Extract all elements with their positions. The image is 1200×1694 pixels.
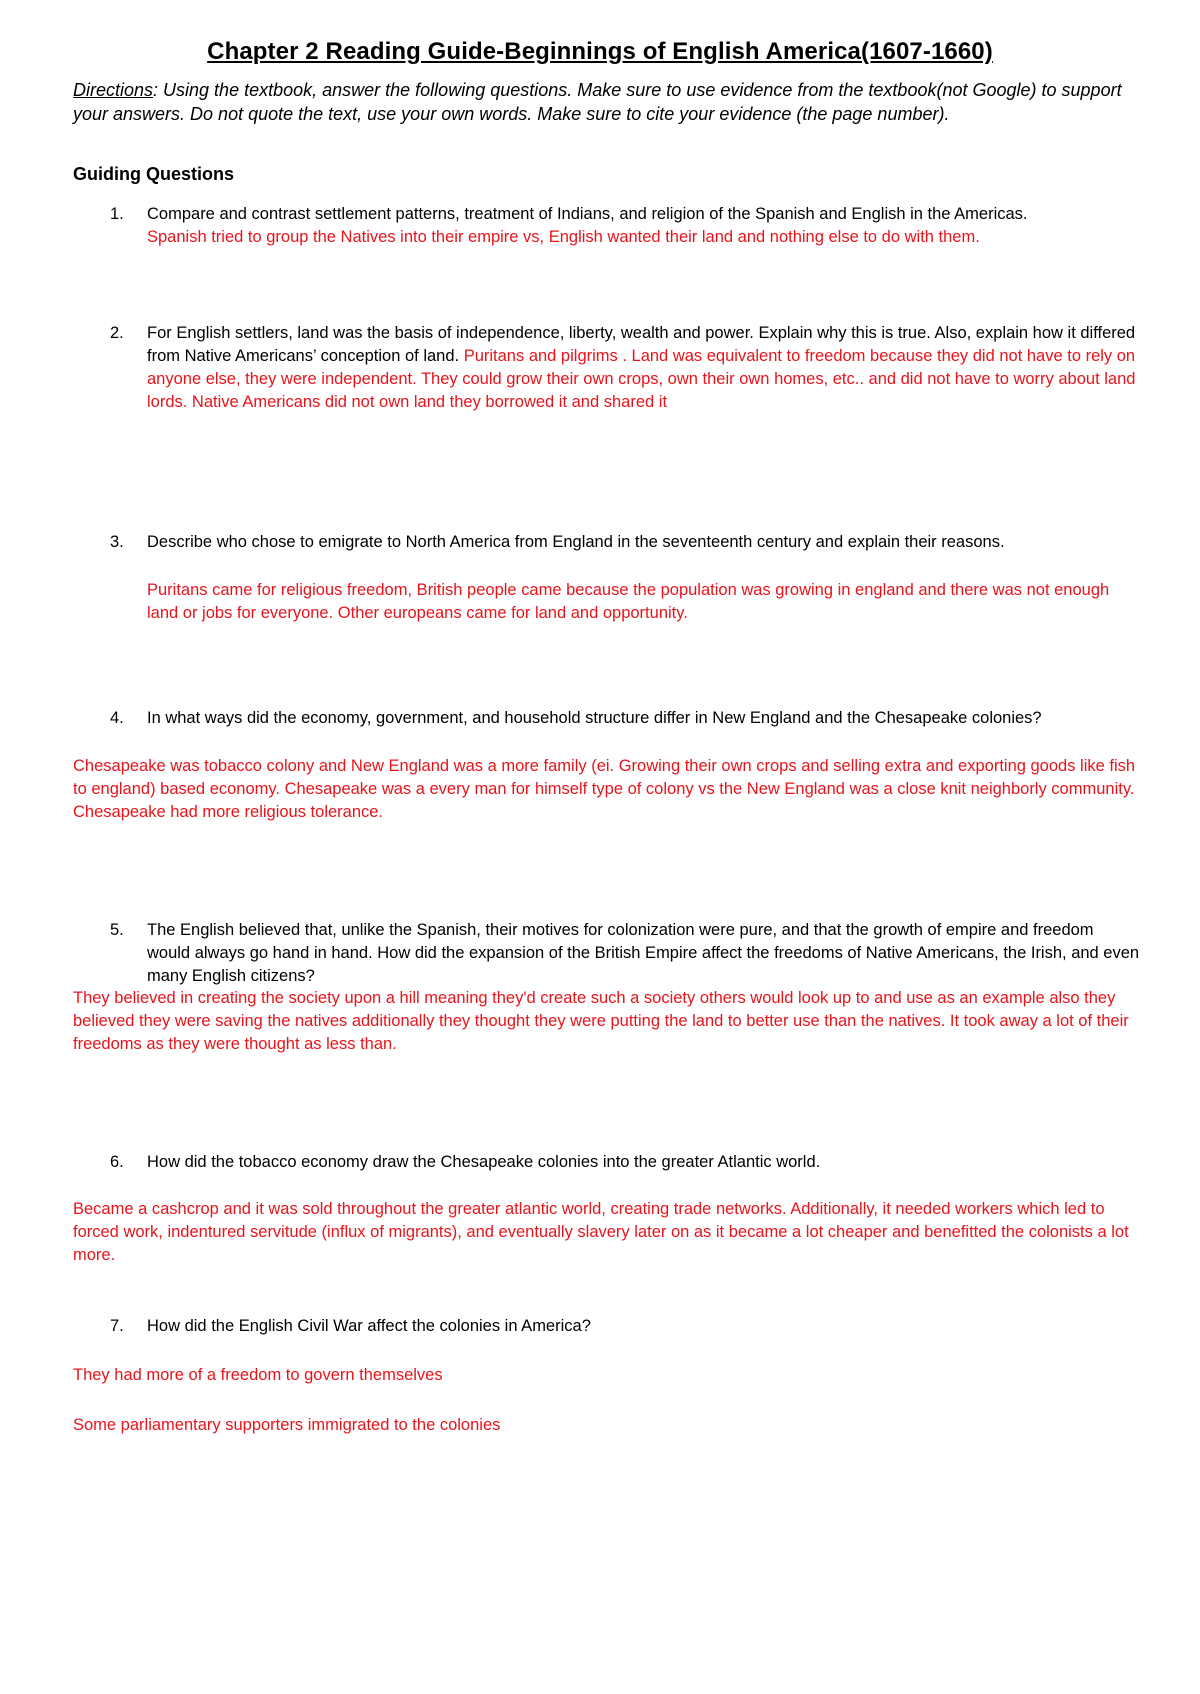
question-2 xyxy=(110,322,1140,414)
answer-4: Chesapeake was tobacco colony and New England was a more family (ei. Growing their own crops and selling extra and exporting goods like fish to england) based economy. Chesapeake was a every man for himself type of colony vs the New England was a close knit neighborly community. Chesapeake had more religious tolerance. xyxy=(73,757,1136,821)
question-text: How did the English Civil War affect the colonies in America? xyxy=(147,1317,591,1335)
question-number: 5. xyxy=(110,921,124,939)
question-number: 2. xyxy=(110,324,124,342)
question-7 xyxy=(110,1315,1140,1338)
question-text: How did the tobacco economy draw the Chesapeake colonies into the greater Atlantic world. xyxy=(147,1153,821,1171)
question-6 xyxy=(110,1151,1140,1174)
answer-1: Spanish tried to group the Natives into their empire vs, English wanted their land and nothing else to do with them. xyxy=(147,228,980,246)
question-number: 7. xyxy=(110,1317,124,1335)
question-text: In what ways did the economy, government, and household structure differ in New England and the Chesapeake colonies? xyxy=(147,709,1042,727)
answer-7-line-2: Some parliamentary supporters immigrated to the colonies xyxy=(73,1416,501,1434)
question-text: For English settlers, land was the basis of independence, liberty, wealth and power. Explain why this is true. Also, explain how it differed from Native Americans’ conception of land. xyxy=(147,324,1136,365)
answer-3: Puritans came for religious freedom, British people came because the population was growing in england and there was not enough land or jobs for everyone. Other europeans came for land and opportunity. xyxy=(147,581,1110,622)
answer-6: Became a cashcrop and it was sold throughout the greater atlantic world, creating trade networks. Additionally, it needed workers which led to forced work, indentured servitude (influx of migrants), and eventually slavery later on as it became a lot cheaper and benefitted the colonists a lot more. xyxy=(73,1200,1129,1264)
question-number: 6. xyxy=(110,1153,124,1171)
directions-text: : Using the textbook, answer the following questions. Make sure to use evidence from the textbook(not Google) to support your answers. Do not quote the text, use your own words. Make sure to cite your evidence (the page number). xyxy=(73,80,1122,124)
question-text: Describe who chose to emigrate to North America from England in the seventeenth century and explain their reasons. xyxy=(147,533,1005,551)
answer-7-line-1: They had more of a freedom to govern themselves xyxy=(73,1366,443,1384)
answer-2: Puritans and pilgrims . Land was equivalent to freedom because they did not have to rely on anyone else, they were independent. They could grow their own crops, own their own homes, etc.. and did not have to worry about land lords. Native Americans did not own land they borrowed it and shared it xyxy=(147,347,1136,411)
question-3 xyxy=(110,531,1140,554)
question-number: 4. xyxy=(110,709,124,727)
directions-paragraph xyxy=(73,78,1133,126)
page-title: Chapter 2 Reading Guide-Beginnings of English America(1607-1660) xyxy=(207,38,993,65)
question-1 xyxy=(110,203,1140,226)
question-text: The English believed that, unlike the Spanish, their motives for colonization were pure, and that the growth of empire and freedom would always go hand in hand. How did the expansion of the British Empire affect the freedoms of Native Americans, the Irish, and even many English citizens? xyxy=(147,921,1140,985)
answer-5: They believed in creating the society upon a hill meaning they'd create such a society others would look up to and use as an example also they believed they were saving the natives additionally they thought they were putting the land to better use than the natives. It took away a lot of their freedoms as they were thought as less than. xyxy=(73,989,1129,1053)
question-text-with-answer xyxy=(147,322,1140,414)
question-text: Compare and contrast settlement patterns, treatment of Indians, and religion of the Spanish and English in the Americas. xyxy=(147,205,1028,223)
question-5 xyxy=(110,919,1140,988)
directions-label: Directions xyxy=(73,80,154,100)
question-number: 1. xyxy=(110,205,124,223)
question-number: 3. xyxy=(110,533,124,551)
section-heading: Guiding Questions xyxy=(73,164,234,184)
question-4 xyxy=(110,707,1140,730)
